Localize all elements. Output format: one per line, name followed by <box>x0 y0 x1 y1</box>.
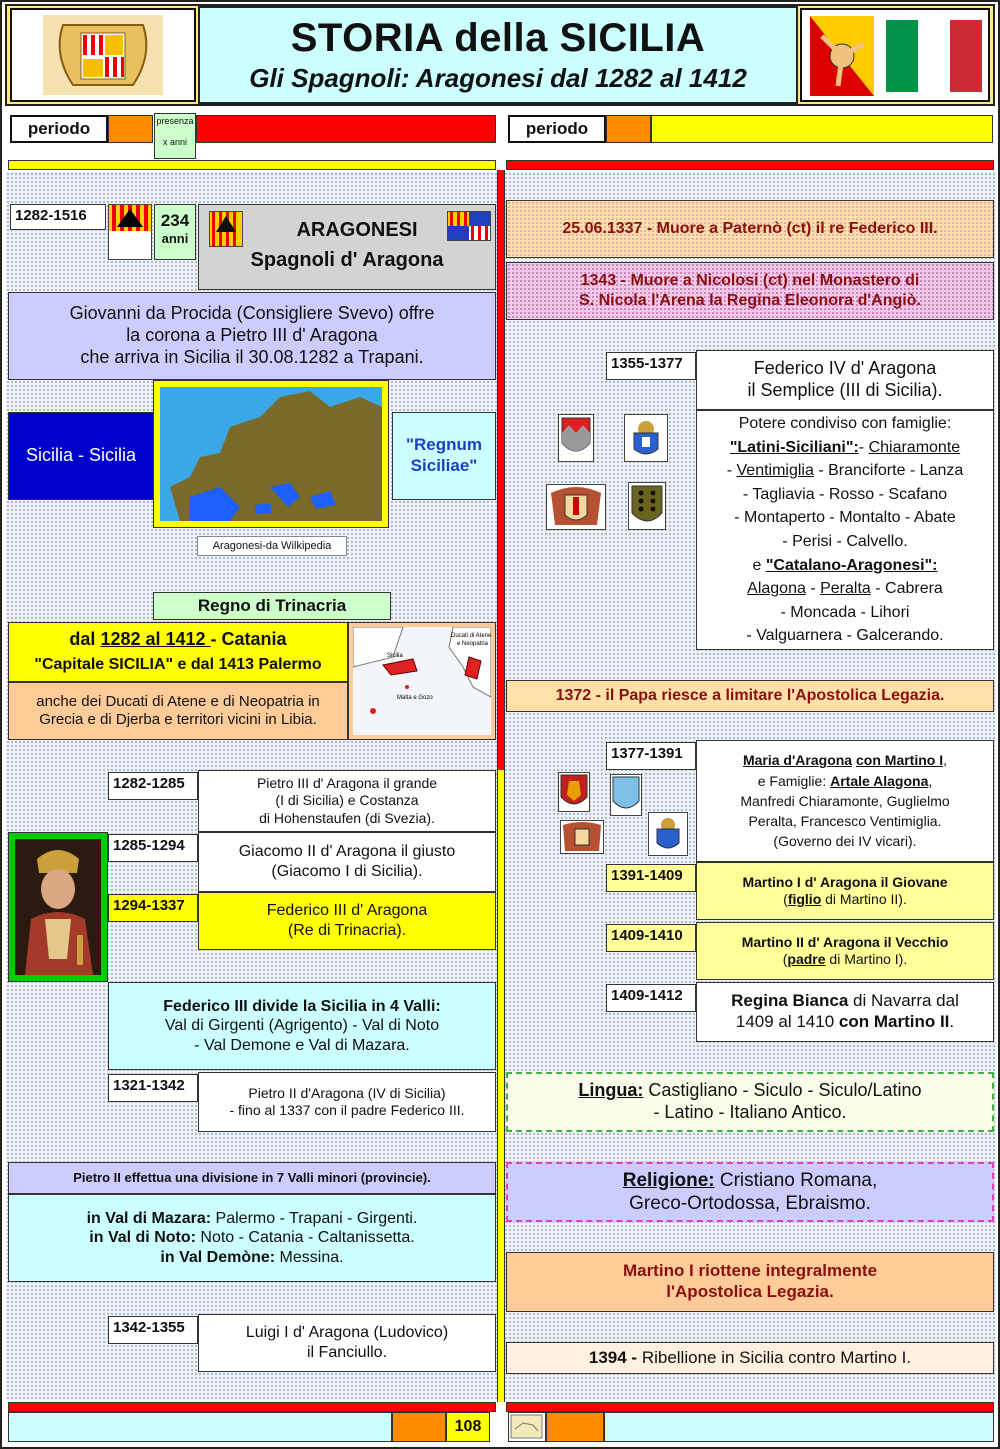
luigi-years: 1342-1355 <box>108 1316 198 1344</box>
sicilia-label-box <box>8 412 154 500</box>
valli4-line-1: Val di Girgenti (Agrigento) - Val di Noto <box>164 1017 440 1035</box>
era-title: ARAGONESI <box>296 219 418 241</box>
valli4-line-2: - Val Demone e Val di Mazara. <box>194 1036 410 1054</box>
martino1-line-1: Martino I d' Aragona il Giovane <box>742 873 948 890</box>
families-dash-3: - <box>805 580 821 598</box>
era-duration-box <box>154 204 196 260</box>
martino1-rest: di Martino II). <box>821 891 907 907</box>
families-line-1: Potere condiviso con famiglie: <box>738 415 952 433</box>
capital-line-2 <box>34 655 321 675</box>
trinacria-flag-icon <box>810 16 874 96</box>
periodo-left-red <box>196 115 496 143</box>
valli7-row-3 <box>160 1248 343 1268</box>
capital-text-a: dal <box>69 629 101 650</box>
timeline-strip-left <box>8 160 496 170</box>
martino1-paren: ( <box>783 891 788 907</box>
martino2-padre: padre <box>787 951 826 967</box>
lingua-line-1 <box>578 1080 921 1102</box>
religione-line-1 <box>623 1169 877 1192</box>
periodo-right-orange <box>606 115 651 143</box>
lingua-line-2: - Latino - Italiano Antico. <box>653 1102 847 1122</box>
martino-legazia-line-1: Martino I riottene integralmente <box>622 1261 878 1281</box>
martino2-box <box>696 922 994 980</box>
era-years: 1282-1516 <box>10 204 106 230</box>
martino2-line-1: Martino II d' Aragona il Vecchio <box>741 933 949 950</box>
regnum-box <box>392 412 496 500</box>
martino2-rest: di Martino I). <box>825 951 908 967</box>
martino-legazia-line-2: l'Apostolica Legazia. <box>666 1282 834 1301</box>
coat-of-arms-aragon <box>10 8 196 102</box>
valli4-title: Federico III divide la Sicilia in 4 Valli: <box>163 997 441 1015</box>
maria-artale: Artale Alagona <box>830 772 929 789</box>
center-divider-yellow <box>497 770 505 1402</box>
bianca-con-martino: con Martino II <box>838 1012 950 1031</box>
capital-palermo: e dal 1413 Palermo <box>173 656 322 674</box>
crest-branciforte-icon <box>546 484 606 530</box>
capital-line-1 <box>69 629 286 651</box>
bianca-years: 1409-1412 <box>606 984 696 1012</box>
fed4-line-1: Federico IV d' Aragona <box>753 358 937 379</box>
valli7-title: Pietro II effettua una divisione in 7 Valli minori (provincie). <box>73 1170 431 1186</box>
event-1343-box <box>506 262 994 320</box>
capital-city: - Catania <box>210 629 287 650</box>
martino1-line-2 <box>783 891 907 908</box>
map-label-neopatria: e Neopatria <box>457 641 489 647</box>
bianca-navarra: di Navarra dal <box>848 991 959 1011</box>
periodo-left: periodo <box>10 115 108 143</box>
pietro2-years: 1321-1342 <box>108 1074 198 1102</box>
families-line-8-rest: - Cabrera <box>870 580 943 598</box>
maria-line-3: Manfredi Chiaramonte, Guglielmo <box>740 792 950 809</box>
maria-comma-2: , <box>928 772 933 789</box>
martino1-figlio: figlio <box>787 891 822 907</box>
crest-artale-icon <box>558 772 590 812</box>
king-1-years: 1282-1285 <box>108 772 198 800</box>
aragon-flag-icon <box>108 204 152 260</box>
era-duration-unit: anni <box>161 231 189 246</box>
periodo-left-orange <box>108 115 153 143</box>
family-peralta: Peralta <box>820 580 871 598</box>
valli4-box <box>108 982 496 1070</box>
bianca-line-1 <box>731 991 959 1012</box>
title-box <box>198 6 798 104</box>
families-line-4: - Tagliavia - Rosso - Scafano <box>742 485 948 503</box>
page-subtitle: Gli Spagnoli: Aragonesi dal 1282 al 1412 <box>249 63 747 93</box>
event-1343-line-2: S. Nicola l'Arena la Regina Eleonora d'Angiò. <box>579 292 921 309</box>
era-duration: 234 <box>160 211 190 230</box>
footer-orange-right <box>546 1412 604 1442</box>
martino2-paren: ( <box>782 951 788 967</box>
event-1337: 25.06.1337 - Muore a Paternò (ct) il re Federico III. <box>562 220 938 238</box>
maria-line-4: Peralta, Francesco Ventimiglia. <box>748 813 942 830</box>
intro-box <box>8 292 496 380</box>
martino1-years: 1391-1409 <box>606 864 696 892</box>
event-1343-line-1: 1343 - Muore a Nicolosi (ct) nel Monastero di <box>580 272 920 290</box>
families-box <box>696 410 994 650</box>
map-label-atene: Ducati di Atene <box>451 633 491 639</box>
maria-line-2 <box>758 771 933 791</box>
maria-years: 1377-1391 <box>606 742 696 770</box>
event-1372-box <box>506 680 994 712</box>
king-3-line-1: Federico III d' Aragona <box>266 902 428 920</box>
ribellione-year: 1394 - <box>588 1347 638 1367</box>
valli7-title-box <box>8 1162 496 1194</box>
latini-siciliani-label: "Latini-Siciliani": <box>729 438 859 456</box>
families-line-7 <box>753 554 938 578</box>
maria-famiglie: e Famiglie: <box>757 772 831 789</box>
mediterranean-map-icon <box>353 627 491 735</box>
martino1-box <box>696 862 994 920</box>
map-label-sicilia: Sicilia <box>387 653 403 659</box>
intro-line-1: Giovanni da Procida (Consigliere Svevo) offre <box>69 303 435 324</box>
trinacria-title-box <box>153 592 391 620</box>
catalano-aragonesi-label: "Catalano-Aragonesi": <box>765 556 938 574</box>
family-alagona: Alagona <box>747 580 806 598</box>
bianca-name: Regina Bianca <box>731 991 849 1011</box>
footer-strip-right <box>506 1402 994 1412</box>
footer-bar-right <box>604 1412 994 1442</box>
king-3-box <box>198 892 496 950</box>
families-line-3-rest: - Branciforte - Lanza <box>813 462 964 480</box>
valli7-row-2 <box>89 1228 414 1248</box>
religione-label: Religione: <box>622 1169 715 1191</box>
presenza-box <box>154 113 196 159</box>
greece-map-frame <box>348 622 496 740</box>
portrait-frame <box>8 832 108 982</box>
families-line-3 <box>727 459 964 483</box>
king-1-box <box>198 770 496 832</box>
families-line-2 <box>730 436 960 460</box>
bianca-box <box>696 982 994 1042</box>
martino2-years: 1409-1410 <box>606 924 696 952</box>
crest-ventimiglia-2-icon <box>648 812 688 856</box>
king-2-years: 1285-1294 <box>108 834 198 862</box>
pietro2-line-1: Pietro II d'Aragona (IV di Sicilia) <box>248 1084 446 1101</box>
luigi-box <box>198 1314 496 1372</box>
martino2-line-2 <box>783 951 908 968</box>
maria-line-1 <box>743 750 947 770</box>
luigi-line-1: Luigi I d' Aragona (Ludovico) <box>245 1324 449 1342</box>
duchy-box <box>8 682 348 740</box>
page-number: 108 <box>446 1412 490 1442</box>
families-line-5: - Montaperto - Montalto - Abate <box>734 509 956 527</box>
valli7-row-3-label: in Val Demòne: <box>160 1248 276 1266</box>
king-1-line-3: di Hohenstaufen (di Svezia). <box>259 809 435 826</box>
intro-line-2: la corona a Pietro III d' Aragona <box>126 325 378 346</box>
map-caption: Aragonesi-da Wilkipedia <box>197 536 347 556</box>
king-portrait-image <box>15 839 101 975</box>
king-2-box <box>198 832 496 892</box>
king-1-line-1: Pietro III d' Aragona il grande <box>256 775 438 792</box>
crest-chiaramonte-2-icon <box>560 820 604 854</box>
valli7-row-2-label: in Val di Noto: <box>89 1229 196 1247</box>
king-3-line-2: (Re di Trinacria). <box>287 922 407 939</box>
bianca-line-2 <box>736 1012 954 1033</box>
valli7-row-2-text: Noto - Catania - Caltanissetta. <box>195 1229 415 1247</box>
ribellione-text: Ribellione in Sicilia contro Martino I. <box>637 1347 912 1367</box>
ribellione <box>589 1348 911 1369</box>
luigi-line-2: il Fanciullo. <box>306 1344 388 1361</box>
crest-lanza-icon <box>628 482 666 530</box>
bianca-dot: . <box>949 1012 955 1031</box>
footer-strip-left <box>8 1402 496 1412</box>
families-e: e <box>752 556 766 574</box>
bianca-years-text: 1409 al 1410 <box>735 1012 839 1031</box>
religione-text-1: Cristiano Romana, <box>714 1169 878 1191</box>
king-1-line-2: (I di Sicilia) e Costanza <box>275 792 419 809</box>
era-subtitle: Spagnoli d' Aragona <box>250 249 444 271</box>
lingua-text-1: Castigliano - Siculo - Siculo/Latino <box>643 1080 922 1101</box>
maria-comma: , <box>943 752 948 769</box>
maria-martino: con Martino I <box>856 752 944 769</box>
religione-line-2: Greco-Ortodossa, Ebraismo. <box>629 1193 871 1214</box>
timeline-strip-right <box>506 160 994 170</box>
event-1337-box <box>506 200 994 258</box>
aragon-crest-icon <box>43 15 163 95</box>
valli7-row-1-text: Palermo - Trapani - Girgenti. <box>211 1209 418 1227</box>
valli7-row-1 <box>87 1209 418 1229</box>
periodo-right: periodo <box>508 115 606 143</box>
presenza-label: presenza <box>156 116 194 126</box>
families-line-6: - Perisi - Calvello. <box>782 533 908 550</box>
ribellione-box <box>506 1342 994 1374</box>
king-2-line-1: Giacomo II d' Aragona il giusto <box>238 843 456 861</box>
footer-orange-left <box>392 1412 446 1442</box>
crest-peralta-icon <box>610 774 642 816</box>
valli7-box <box>8 1194 496 1282</box>
map-label-malta: Malta e Gozo <box>397 695 433 701</box>
families-dash: - <box>858 438 869 456</box>
valli7-row-1-label: in Val di Mazara: <box>86 1209 212 1227</box>
pietro2-line-2: - fino al 1337 con il padre Federico III. <box>229 1102 465 1118</box>
footer-thumbnail-icon <box>508 1412 546 1442</box>
valli7-row-3-text: Messina. <box>275 1248 344 1266</box>
trinacria-title: Regno di Trinacria <box>197 595 347 615</box>
footer-bar-left <box>8 1412 392 1442</box>
family-chiaramonte: Chiaramonte <box>868 438 961 456</box>
intro-line-3: che arriva in Sicilia il 30.08.1282 a Trapani. <box>80 346 424 367</box>
capital-box <box>8 622 348 682</box>
italy-flag-icon <box>886 20 982 92</box>
king-3-years: 1294-1337 <box>108 894 198 922</box>
fed4-years: 1355-1377 <box>606 352 696 380</box>
periodo-right-yellow <box>651 115 993 143</box>
sicilia-label: Sicilia - Sicilia <box>25 445 137 466</box>
families-line-9: - Moncada - Lihori <box>780 603 910 621</box>
pietro2-box <box>198 1072 496 1132</box>
fed4-line-2: il Semplice (III di Sicilia). <box>747 380 943 400</box>
families-line-8 <box>747 577 943 601</box>
maria-name: Maria d'Aragona <box>742 752 853 769</box>
lingua-label: Lingua: <box>578 1080 644 1101</box>
era-title-box <box>198 204 496 290</box>
page-title: STORIA della SICILIA <box>290 16 706 60</box>
fed4-box <box>696 350 994 410</box>
crest-chiaramonte-icon <box>558 414 594 462</box>
event-1372: 1372 - il Papa riesce a limitare l'Apostolica Legazia. <box>555 687 945 705</box>
maria-line-5: (Governo dei IV vicari). <box>773 833 917 850</box>
capital-years: 1282 al 1412 <box>100 629 211 650</box>
duchy-line-2: Grecia e di Djerba e territori vicini in Libia. <box>39 711 317 728</box>
flags-box <box>800 8 990 102</box>
families-line-10: - Valguarnera - Galcerando. <box>746 627 944 645</box>
religione-box <box>506 1162 994 1222</box>
regnum-label: "Regnum Siciliae" <box>405 435 483 475</box>
capital-quote: "Capitale SICILIA" <box>34 656 174 674</box>
king-2-line-2: (Giacomo I di Sicilia). <box>271 863 423 880</box>
lingua-box <box>506 1072 994 1132</box>
crest-ventimiglia-icon <box>624 414 668 462</box>
families-dash-2: - <box>726 462 737 480</box>
martino-legazia-box <box>506 1252 994 1312</box>
europe-map-frame <box>153 380 389 528</box>
family-ventimiglia: Ventimiglia <box>736 462 814 480</box>
presenza-label-2: x anni <box>162 137 188 147</box>
europe-map-icon <box>160 387 382 521</box>
duchy-line-1: anche dei Ducati di Atene e di Neopatria in <box>36 692 320 710</box>
maria-box <box>696 740 994 862</box>
